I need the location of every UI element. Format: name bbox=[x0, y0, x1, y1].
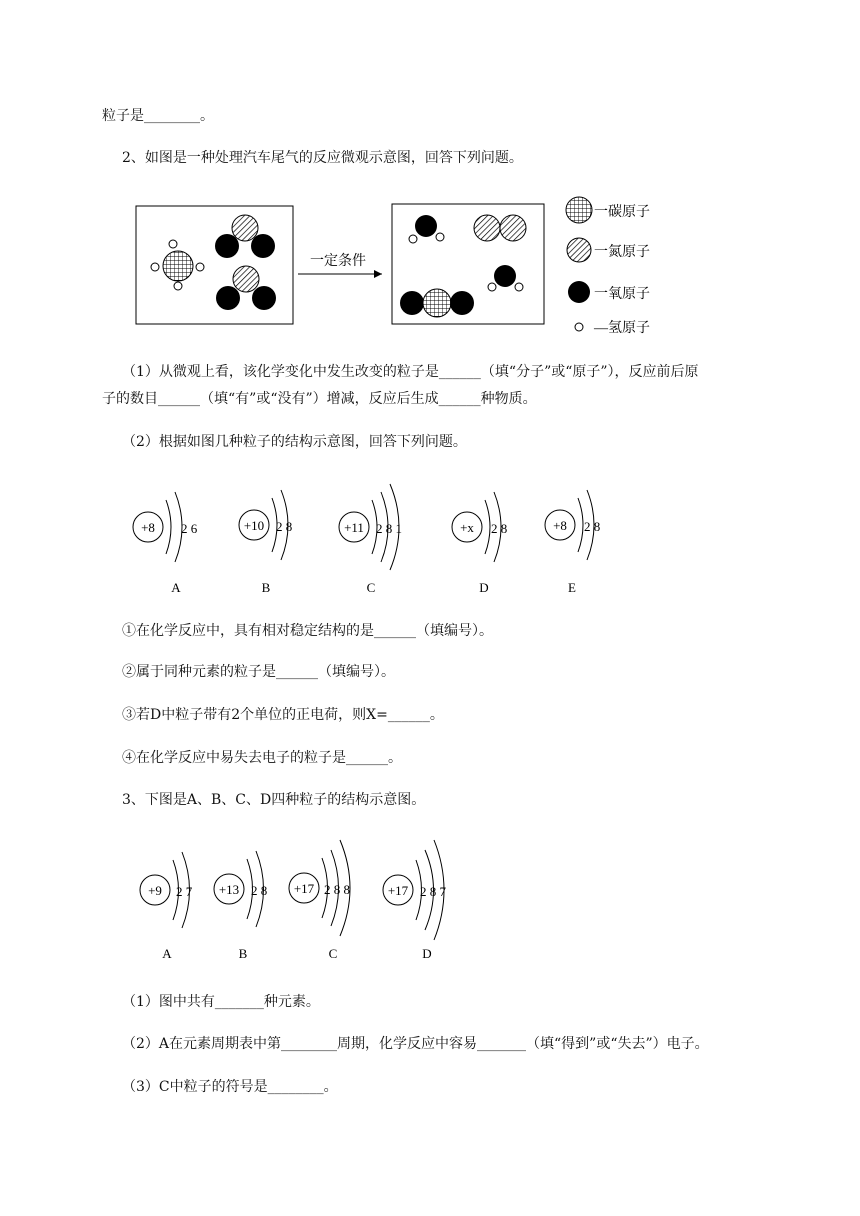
svg-text:+17: +17 bbox=[387, 883, 409, 898]
arrow-label: 一定条件 bbox=[310, 254, 366, 269]
svg-text:2 7: 2 7 bbox=[176, 884, 193, 899]
product-box bbox=[392, 204, 544, 324]
q2-sub2: （2）根据如图几种粒子的结构示意图，回答下列问题。 bbox=[122, 434, 467, 450]
atom-label: B bbox=[261, 580, 271, 595]
q3-item-3: （3）C中粒子的符号是________。 bbox=[122, 1079, 338, 1095]
q3-item-2: （2）A在元素周期表中第________周期，化学反应中容易_______（填“得到”或“失去”）电子。 bbox=[122, 1036, 709, 1052]
legend bbox=[566, 197, 650, 336]
q3-atom-diagrams bbox=[120, 830, 480, 970]
svg-text:+9: +9 bbox=[148, 883, 162, 898]
q2-sub1-line1: （1）从微观上看，该化学变化中发生改变的粒子是______（填“分子”或“原子”），反应前后原 bbox=[122, 364, 699, 380]
atom-e bbox=[545, 490, 600, 595]
atom-b bbox=[239, 490, 292, 595]
svg-text:2 8 1: 2 8 1 bbox=[376, 521, 402, 536]
svg-text:+17: +17 bbox=[293, 881, 315, 896]
legend-nitrogen: 一氮原子 bbox=[594, 245, 650, 260]
reactant-box bbox=[136, 206, 293, 324]
svg-text:+8: +8 bbox=[141, 520, 155, 535]
atom-d bbox=[383, 840, 447, 961]
q2-item-1: ①在化学反应中，具有相对稳定结构的是______（填编号）。 bbox=[122, 623, 493, 639]
legend-hydrogen: —氢原子 bbox=[594, 321, 650, 336]
q2-item-3: ③若D中粒子带有2个单位的正电荷，则X=______。 bbox=[122, 707, 444, 723]
svg-text:2 8: 2 8 bbox=[251, 883, 268, 898]
svg-text:+13: +13 bbox=[218, 882, 240, 897]
atom-label: B bbox=[238, 946, 248, 961]
question-3-title: 3、下图是A、B、C、D四种粒子的结构示意图。 bbox=[122, 792, 426, 808]
svg-text:+11: +11 bbox=[344, 520, 364, 535]
atom-label: C bbox=[328, 946, 338, 961]
q3-item-1: （1）图中共有_______种元素。 bbox=[122, 994, 320, 1010]
svg-text:2 6: 2 6 bbox=[181, 521, 198, 536]
svg-text:+x: +x bbox=[460, 520, 474, 535]
atom-d bbox=[452, 492, 507, 595]
atom-c bbox=[339, 484, 402, 595]
atom-a bbox=[140, 852, 193, 961]
svg-text:+10: +10 bbox=[243, 518, 265, 533]
atom-label: E bbox=[568, 580, 576, 595]
q2-item-2: ②属于同种元素的粒子是______（填编号）。 bbox=[122, 664, 395, 680]
q2-atom-diagrams bbox=[120, 478, 640, 608]
question-1-tail: 粒子是________。 bbox=[102, 108, 214, 124]
reaction-arrow bbox=[298, 253, 382, 278]
atom-label: A bbox=[171, 580, 181, 595]
legend-carbon: 一碳原子 bbox=[594, 205, 650, 220]
svg-text:2 8 7: 2 8 7 bbox=[420, 884, 446, 899]
reaction-diagram bbox=[130, 188, 710, 338]
atom-c bbox=[289, 840, 350, 961]
atom-a bbox=[133, 492, 198, 595]
svg-text:2 8: 2 8 bbox=[584, 519, 601, 534]
atom-label: D bbox=[422, 946, 432, 961]
carbon-dioxide-molecule bbox=[400, 289, 474, 317]
atom-label: D bbox=[479, 580, 489, 595]
question-2-title: 2、如图是一种处理汽车尾气的反应微观示意图，回答下列问题。 bbox=[122, 150, 523, 166]
q2-item-4: ④在化学反应中易失去电子的粒子是______。 bbox=[122, 750, 402, 766]
svg-text:2 8 8: 2 8 8 bbox=[324, 882, 350, 897]
legend-oxygen: 一氧原子 bbox=[594, 287, 650, 302]
svg-text:+8: +8 bbox=[553, 518, 567, 533]
atom-label: C bbox=[366, 580, 376, 595]
svg-text:2 8: 2 8 bbox=[276, 519, 293, 534]
atom-b bbox=[214, 851, 267, 961]
atom-label: A bbox=[162, 946, 172, 961]
q2-sub1-line2: 子的数目______（填“有”或“没有”）增减，反应后生成______种物质。 bbox=[102, 391, 537, 407]
svg-text:2 8: 2 8 bbox=[491, 521, 508, 536]
